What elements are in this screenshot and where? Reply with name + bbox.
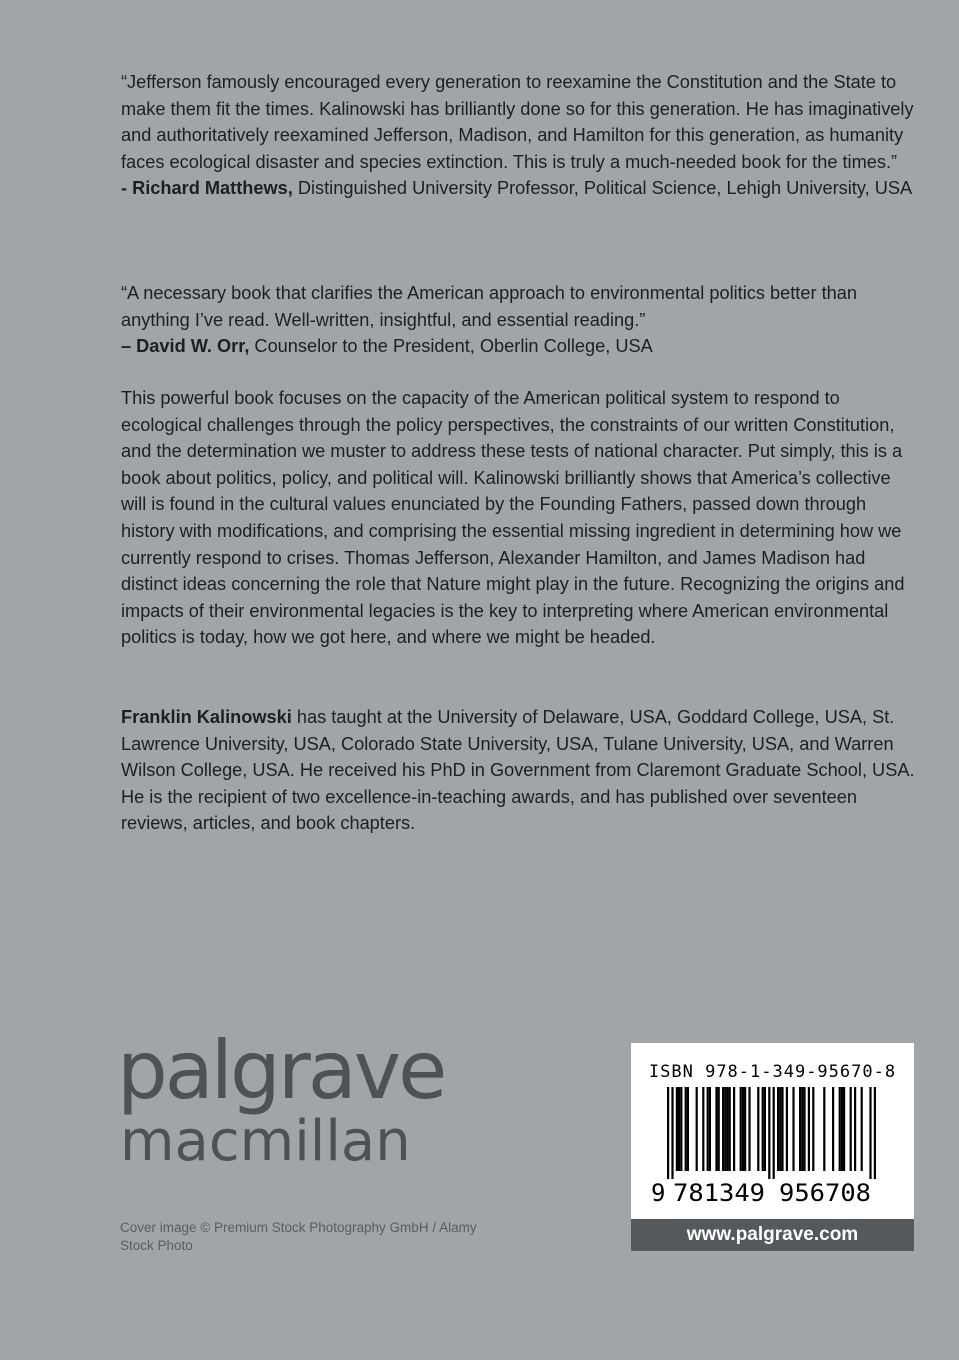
barcode-bar bbox=[812, 1087, 814, 1171]
author-name: Franklin Kalinowski bbox=[121, 707, 292, 727]
quote-author: - Richard Matthews, bbox=[121, 178, 293, 199]
quote-text: “A necessary book that clarifies the American approach to environmental politics better than anything I’ve read. Well-written, insightful, and essential reading.” bbox=[121, 283, 857, 330]
quote-text: “Jefferson famously encouraged every generation to reexamine the Constitution and the State to make them fit the times. Kalinowski has brilliantly done so for this generation. He has imaginatively and authoritatively reexamined Jefferson, Madison, and Hamilton for this generation, as humanity faces ecological disaster and species extinction. This is truly a much-needed book for the times.” bbox=[121, 72, 914, 172]
barcode-bar bbox=[839, 1087, 841, 1171]
barcode-bar bbox=[779, 1087, 781, 1171]
barcode-bar bbox=[687, 1087, 689, 1171]
publisher-website[interactable]: www.palgrave.com bbox=[631, 1219, 914, 1251]
isbn-barcode bbox=[631, 1043, 914, 1219]
barcode-bar bbox=[722, 1087, 724, 1171]
barcode-bar bbox=[678, 1087, 680, 1171]
cover-image-credit: Cover image © Premium Stock Photography GmbH / Alamy Stock Photo bbox=[120, 1220, 477, 1253]
barcode-bar bbox=[748, 1087, 750, 1171]
barcode-bar bbox=[799, 1087, 801, 1171]
barcode-bar bbox=[702, 1087, 704, 1171]
barcode-bar bbox=[726, 1087, 728, 1171]
barcode-bars bbox=[667, 1087, 876, 1179]
quote-affiliation: Counselor to the President, Oberlin College, USA bbox=[249, 336, 653, 357]
barcode-bar bbox=[808, 1087, 810, 1171]
logo-line-macmillan: macmillan bbox=[120, 1109, 411, 1174]
barcode-bar bbox=[832, 1087, 834, 1171]
barcode-bar bbox=[801, 1087, 803, 1171]
book-description bbox=[121, 385, 916, 651]
quote-attribution bbox=[121, 333, 916, 360]
barcode-first-digit: 9 bbox=[651, 1179, 666, 1207]
review-quote-matthews bbox=[121, 69, 916, 202]
quote-attribution bbox=[121, 175, 916, 202]
barcode-bar bbox=[803, 1087, 805, 1171]
barcode-bar bbox=[671, 1087, 673, 1179]
barcode-bar bbox=[680, 1087, 682, 1171]
barcode-bar bbox=[874, 1087, 876, 1179]
barcode-bar bbox=[742, 1087, 744, 1171]
barcode-bar bbox=[676, 1087, 678, 1171]
palgrave-macmillan-logo bbox=[117, 1024, 445, 1174]
author-bio bbox=[121, 704, 916, 837]
isbn-label: ISBN 978-1-349-95670-8 bbox=[648, 1062, 897, 1082]
barcode-bar bbox=[869, 1087, 871, 1179]
barcode-bar bbox=[757, 1087, 759, 1171]
barcode-graphic bbox=[631, 1043, 914, 1219]
review-quote-orr bbox=[121, 280, 916, 360]
barcode-bar bbox=[781, 1087, 783, 1171]
barcode-bar bbox=[685, 1087, 687, 1171]
barcode-bar bbox=[841, 1087, 843, 1171]
barcode-bar bbox=[777, 1087, 779, 1171]
barcode-bar bbox=[715, 1087, 717, 1171]
barcode-bar bbox=[744, 1087, 746, 1171]
barcode-bar bbox=[718, 1087, 720, 1171]
barcode-bar bbox=[667, 1087, 669, 1179]
barcode-bar bbox=[729, 1087, 731, 1171]
barcode-bar bbox=[792, 1087, 794, 1171]
quote-affiliation: Distinguished University Professor, Political Science, Lehigh University, USA bbox=[292, 178, 913, 199]
description-text: This powerful book focuses on the capacity of the American political system to respond to ecological challenges through the policy perspectives, the constraints of our written Constitution, and the determination we muster to address these tests of national character. Put simply, this is a book about politics, policy, and political will. Kalinowski brilliantly shows that America’s collective will is found in the cultural values enunciated by the Founding Fathers, passed down through history with modifications, and comprising the essential missing ingredient in determining how we currently respond to crises. Thomas Jefferson, Alexander Hamilton, and James Madison had distinct ideas concerning the role that Nature might play in the future. Recognizing the origins and impacts of their environmental legacies is the key to interpreting where American environmental politics is today, how we got here, and where we might be headed. bbox=[121, 388, 905, 648]
barcode-bar bbox=[823, 1087, 825, 1171]
barcode-bar bbox=[850, 1087, 852, 1171]
barcode-bar bbox=[733, 1087, 735, 1171]
bio-text: has taught at the University of Delaware, USA, Goddard College, USA, St. Lawrence University, USA, Colorado State University, USA, Tulane University, USA, and Warren Wilson College, USA. He received his PhD in Government from Claremont Graduate School, USA. He is the recipient of two excellence-in-teaching awards, and has published over seventeen reviews, articles, and book chapters. bbox=[121, 707, 915, 834]
barcode-right-digits: 956708 bbox=[779, 1179, 871, 1207]
barcode-left-digits: 781349 bbox=[673, 1179, 765, 1207]
barcode-bar bbox=[768, 1087, 770, 1179]
logo-line-palgrave: palgrave bbox=[117, 1024, 445, 1117]
barcode-bar bbox=[861, 1087, 863, 1171]
barcode-bar bbox=[773, 1087, 775, 1179]
barcode-bar bbox=[764, 1087, 766, 1171]
barcode-bar bbox=[740, 1087, 742, 1171]
barcode-bar bbox=[786, 1087, 788, 1171]
barcode-bar bbox=[762, 1087, 764, 1171]
barcode-bar bbox=[724, 1087, 726, 1171]
quote-author: – David W. Orr, bbox=[121, 336, 250, 357]
barcode-bar bbox=[709, 1087, 711, 1171]
barcode-bar bbox=[696, 1087, 698, 1171]
barcode-bar bbox=[843, 1087, 845, 1171]
bio-paragraph bbox=[121, 704, 916, 837]
barcode-bar bbox=[854, 1087, 856, 1171]
barcode-bar bbox=[707, 1087, 709, 1171]
